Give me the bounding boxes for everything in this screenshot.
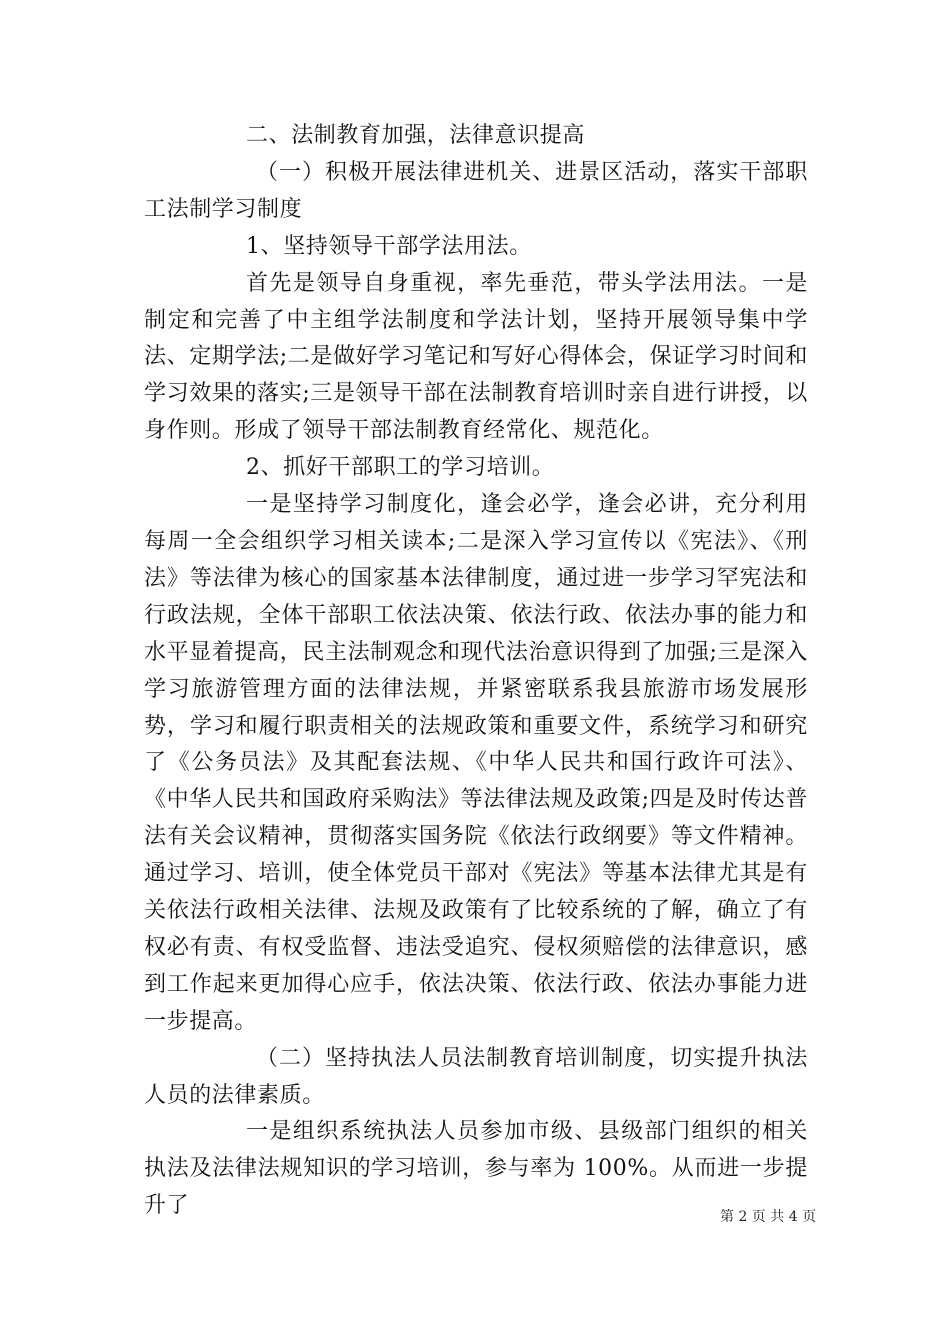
item-2-heading: 2、抓好干部职工的学习培训。	[246, 455, 555, 481]
section-heading: 二、法制教育加强，法律意识提高	[246, 123, 586, 148]
subsection-2-body: 一是组织系统执法人员参加市级、县级部门组织的相关执法及法律法规知识的学习培训，参与率为 100%。从而进一步提升了	[144, 1119, 808, 1219]
item-1-heading: 1、坚持领导干部学法用法。	[246, 233, 532, 259]
subsection-1-heading: （一）积极开展法律进机关、进景区活动，落实干部职工法制学习制度	[144, 159, 808, 222]
item-2-body: 一是坚持学习制度化，逢会必学，逢会必讲，充分利用每周一全会组织学习相关读本;二是深入学习宣传以《宪法》、《刑法》等法律为核心的国家基本法律制度，通过进一步学习罕宪法和行政法规，全体干部职工依法决策、依法行政、依法办事的能力和水平显着提高，民主法制观念和现代法治意识得到了加强;三是深入学习旅游管理方面的法律法规，并紧密联系我县旅游市场发展形势，学习和履行职责相关的法规政策和重要文件，系统学习和研究了《公务员法》及其配套法规、《中华人民共和国行政许可法》、《中华人民共和国政府采购法》等法律法规及政策;四是及时传达普法有关会议精神，贯彻落实国务院《依法行政纲要》等文件精神。通过学习、培训，使全体党员干部对《宪法》等基本法律尤其是有关依法行政相关法律、法规及政策有了比较系统的了解，确立了有权必有责、有权受监督、违法受追究、侵权须赔偿的法律意识，感到工作起来更加得心应手，依法决策、依法行政、依法办事能力进一步提高。	[144, 492, 808, 1034]
subsection-2-heading: （二）坚持执法人员法制教育培训制度，切实提升执法人员的法律素质。	[144, 1045, 808, 1108]
item-1-body: 首先是领导自身重视，率先垂范，带头学法用法。一是制定和完善了中主组学法制度和学法计划，坚持开展领导集中学法、定期学法;二是做好学习笔记和写好心得体会，保证学习时间和学习效果的落实;三是领导干部在法制教育培训时亲自进行讲授，以身作则。形成了领导干部法制教育经常化、规范化。	[144, 270, 808, 444]
document-body	[144, 118, 808, 1225]
page-number-footer: 第 2 页 共 4 页	[720, 1209, 817, 1225]
